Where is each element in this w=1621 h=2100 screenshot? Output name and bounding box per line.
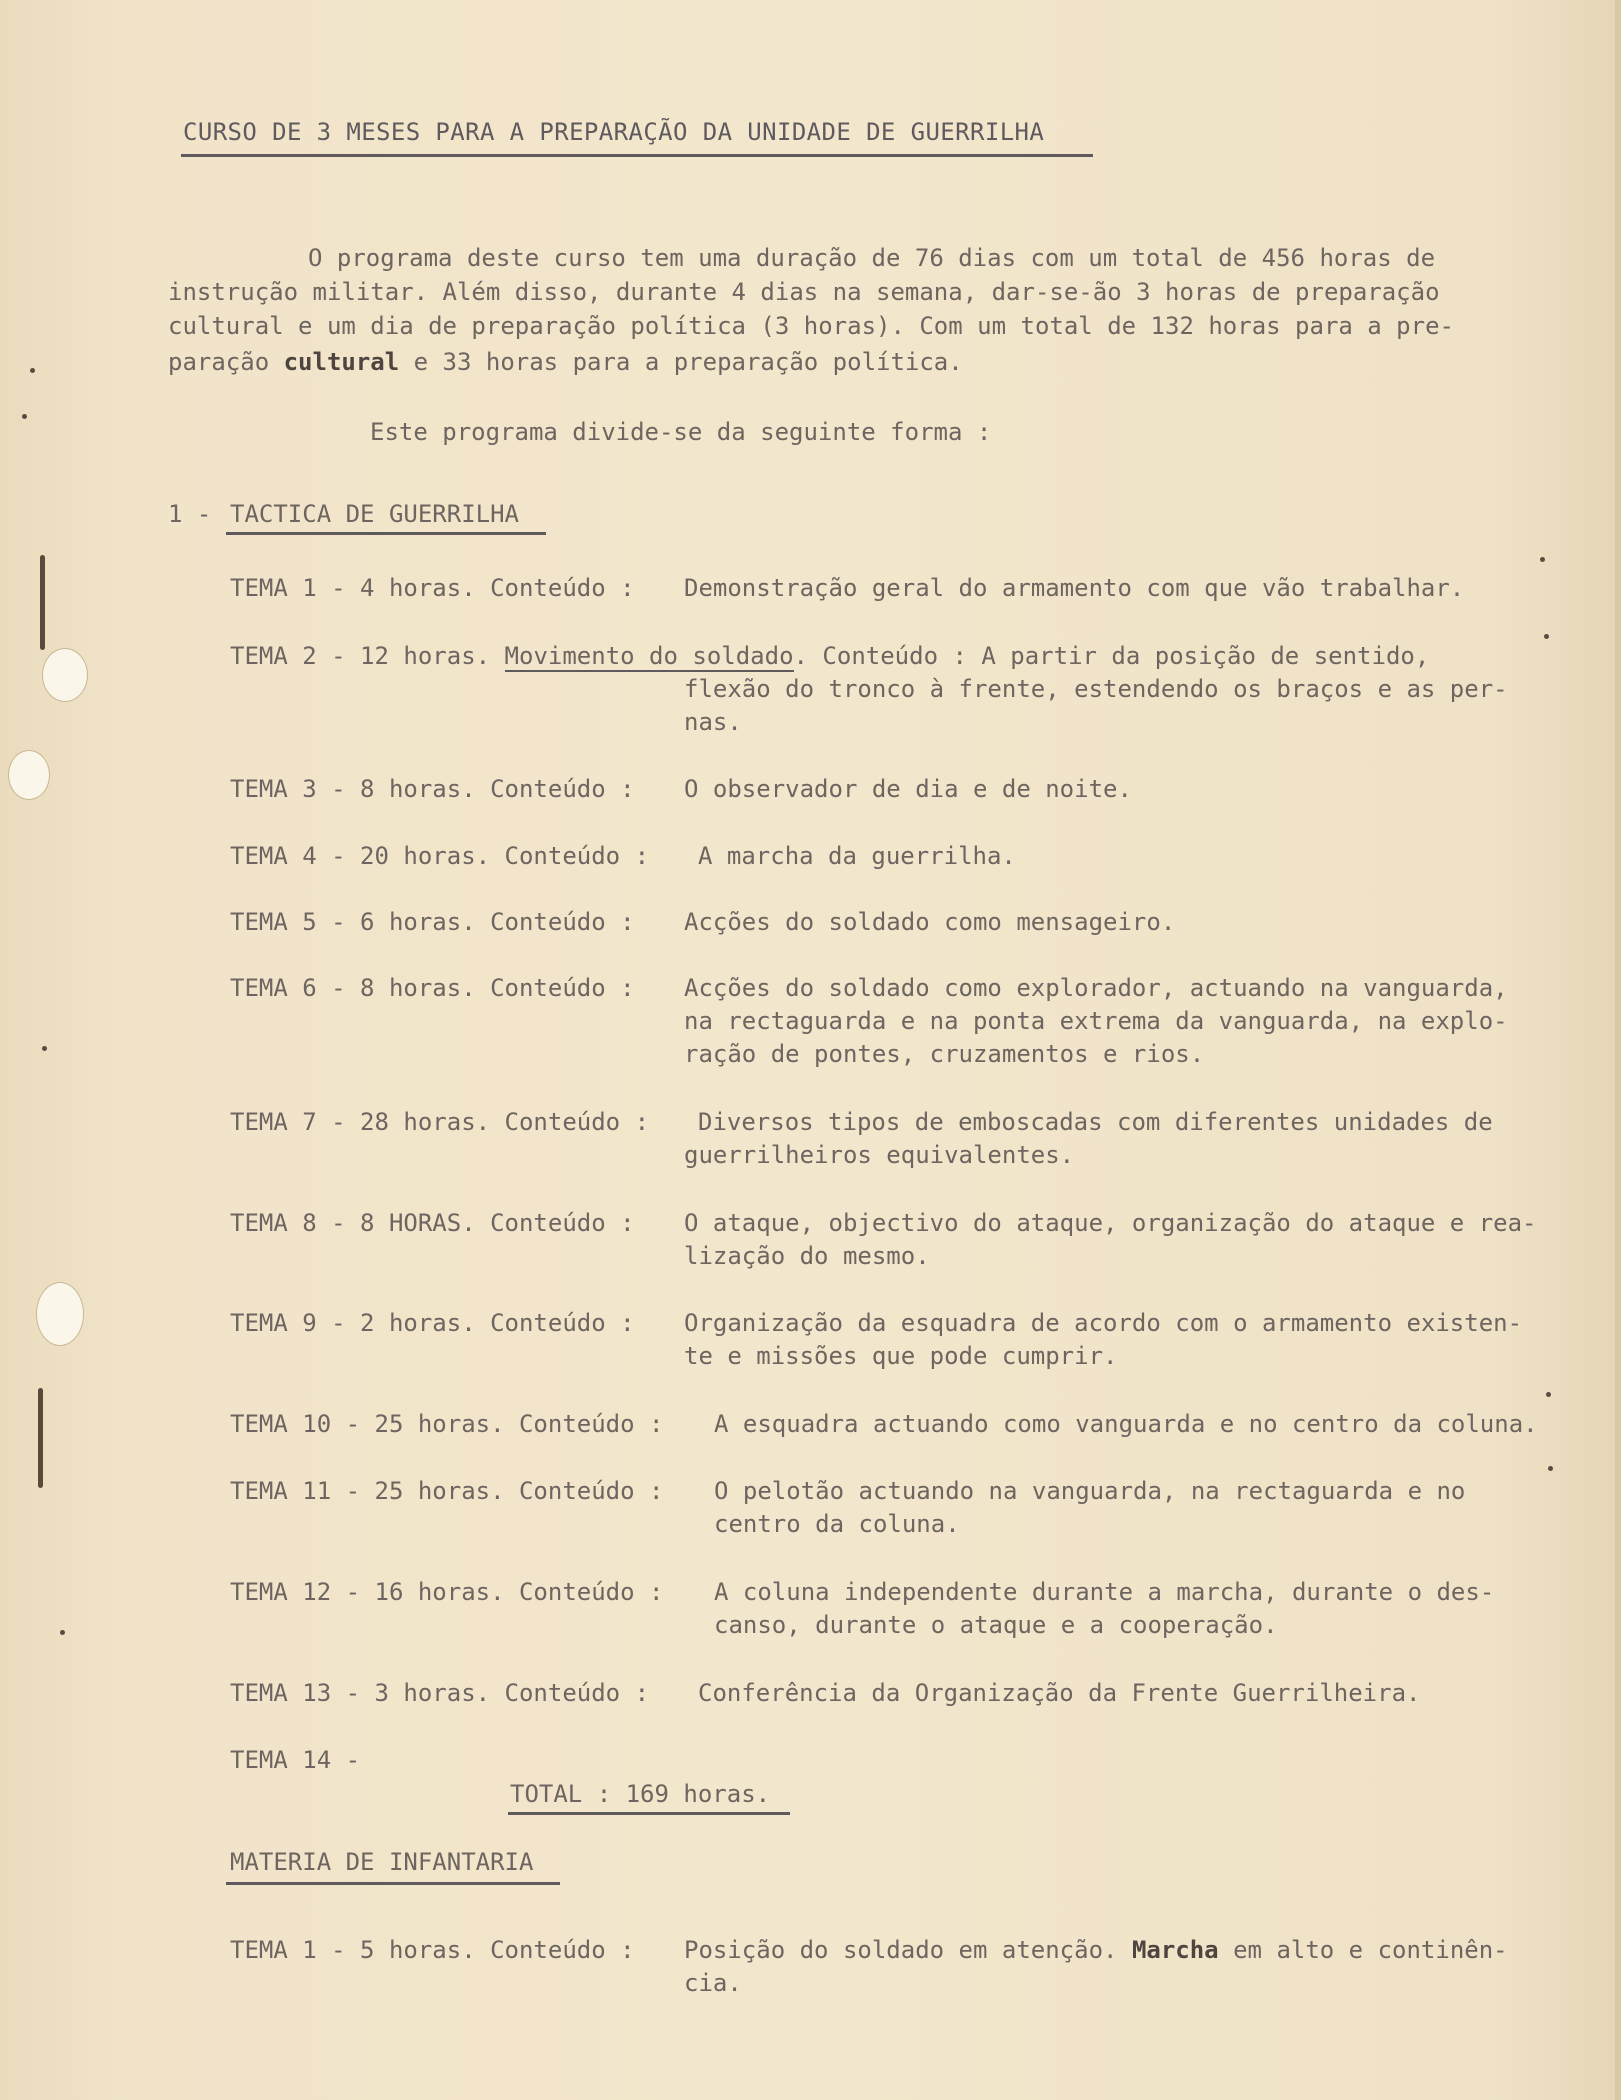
tema-3-text: O observador de dia e de noite. <box>684 775 1132 803</box>
speck <box>1544 634 1549 639</box>
tema-11-label: TEMA 11 - 25 horas. Conteúdo : <box>230 1477 678 1505</box>
tema-5-label: TEMA 5 - 6 horas. Conteúdo : <box>230 908 650 936</box>
speck <box>1540 557 1545 562</box>
intro-cultural-word: cultural <box>283 348 400 376</box>
tema-3-label: TEMA 3 - 8 horas. Conteúdo : <box>230 775 650 803</box>
tema-6-label: TEMA 6 - 8 horas. Conteúdo : <box>230 974 650 1002</box>
tema-9-text-2: te e missões que pode cumprir. <box>684 1342 1118 1370</box>
tema-13-label: TEMA 13 - 3 horas. Conteúdo : <box>230 1679 664 1707</box>
speck <box>42 1046 47 1051</box>
punch-hole-mid <box>8 750 50 800</box>
title-underline <box>181 154 1093 157</box>
tema-4-text: A marcha da guerrilha. <box>698 842 1016 870</box>
infantaria-marcha-word: Marcha <box>1131 1936 1219 1964</box>
punch-hole-top <box>42 648 88 702</box>
tema-2-label-a: TEMA 2 - 12 horas. <box>230 642 505 670</box>
intro-line-1: O programa deste curso tem uma duração de 76 dias com um total de 456 horas de <box>308 244 1436 272</box>
tema-2-text-2: nas. <box>684 708 742 736</box>
tema-12-text-2: canso, durante o ataque e a cooperação. <box>714 1611 1278 1639</box>
paper-edge <box>1615 0 1621 2100</box>
tema-6-text-2: na rectaguarda e na ponta extrema da vanguarda, na explo- <box>684 1007 1508 1035</box>
section-1-total: TOTAL : 169 horas. <box>510 1780 771 1808</box>
binder-mark-top <box>40 555 45 650</box>
tema-13-text: Conferência da Organização da Frente Guerrilheira. <box>698 1679 1421 1707</box>
speck <box>22 414 27 419</box>
section-1-underline <box>226 532 546 535</box>
tema-2-text-1: flexão do tronco à frente, estendendo os braços e as per- <box>684 675 1508 703</box>
tema-8-label: TEMA 8 - 8 HORAS. Conteúdo : <box>230 1209 650 1237</box>
tema-7-text-1: Diversos tipos de emboscadas com diferentes unidades de <box>698 1108 1493 1136</box>
tema-6-text-1: Acções do soldado como explorador, actuando na vanguarda, <box>684 974 1508 1002</box>
speck <box>60 1630 65 1635</box>
infantaria-tema-1-text-2: cia. <box>684 1969 742 1997</box>
tema-2-underlined-title: Movimento do soldado <box>504 642 794 670</box>
speck <box>1546 1392 1551 1397</box>
tema-10-text: A esquadra actuando como vanguarda e no centro da coluna. <box>714 1410 1538 1438</box>
tema-5-text: Acções do soldado como mensageiro. <box>684 908 1176 936</box>
section-2-underline <box>226 1882 560 1885</box>
tema-9-text-1: Organização da esquadra de acordo com o armamento existen- <box>684 1309 1523 1337</box>
infantaria-tema-1-label: TEMA 1 - 5 horas. Conteúdo : <box>230 1936 650 1964</box>
intro-line-4-end: e 33 horas para a preparação política. <box>399 348 963 376</box>
punch-hole-bottom <box>36 1282 84 1346</box>
page-title: CURSO DE 3 MESES PARA A PREPARAÇÃO DA UNIDADE DE GUERRILHA <box>183 118 1045 146</box>
tema-11-text-2: centro da coluna. <box>714 1510 960 1538</box>
infantaria-tema-1-text-1 <box>684 1934 1508 1967</box>
tema-6-text-3: ração de pontes, cruzamentos e rios. <box>684 1040 1205 1068</box>
speck <box>30 368 35 373</box>
tema-7-text-2: guerrilheiros equivalentes. <box>684 1141 1075 1169</box>
tema-12-label: TEMA 12 - 16 horas. Conteúdo : <box>230 1578 678 1606</box>
section-1-number: 1 - <box>168 500 212 528</box>
division-sentence: Este programa divide-se da seguinte forma : <box>370 418 992 446</box>
total-underline <box>508 1812 790 1815</box>
infantaria-text-c: em alto e continên- <box>1218 1936 1508 1964</box>
tema-11-text-1: O pelotão actuando na vanguarda, na rectaguarda e no <box>714 1477 1466 1505</box>
tema-8-text-2: lização do mesmo. <box>684 1242 930 1270</box>
tema-1-label: TEMA 1 - 4 horas. Conteúdo : <box>230 574 650 602</box>
tema-9-label: TEMA 9 - 2 horas. Conteúdo : <box>230 1309 650 1337</box>
tema-14-label: TEMA 14 - <box>230 1746 361 1774</box>
section-2-title: MATERIA DE INFANTARIA <box>230 1848 534 1876</box>
tema-10-label: TEMA 10 - 25 horas. Conteúdo : <box>230 1410 678 1438</box>
binder-mark-bottom <box>38 1388 43 1488</box>
tema-1-text: Demonstração geral do armamento com que vão trabalhar. <box>684 574 1465 602</box>
intro-line-4 <box>168 346 963 379</box>
intro-line-2: instrução militar. Além disso, durante 4 dias na semana, dar-se-ão 3 horas de preparação <box>168 278 1440 306</box>
tema-8-text-1: O ataque, objectivo do ataque, organização do ataque e rea- <box>684 1209 1537 1237</box>
tema-2-label <box>230 640 1429 673</box>
tema-2-label-b: . Conteúdo : A partir da posição de sentido, <box>793 642 1430 670</box>
speck <box>1548 1466 1553 1471</box>
tema-4-label: TEMA 4 - 20 horas. Conteúdo : <box>230 842 664 870</box>
section-1-title: TACTICA DE GUERRILHA <box>230 500 519 528</box>
tema-7-label: TEMA 7 - 28 horas. Conteúdo : <box>230 1108 664 1136</box>
tema-12-text-1: A coluna independente durante a marcha, durante o des- <box>714 1578 1495 1606</box>
infantaria-text-a: Posição do soldado em atenção. <box>684 1936 1132 1964</box>
intro-line-4-start: paração <box>168 348 284 376</box>
intro-line-3: cultural e um dia de preparação política (3 horas). Com um total de 132 horas para a pre- <box>168 312 1454 340</box>
